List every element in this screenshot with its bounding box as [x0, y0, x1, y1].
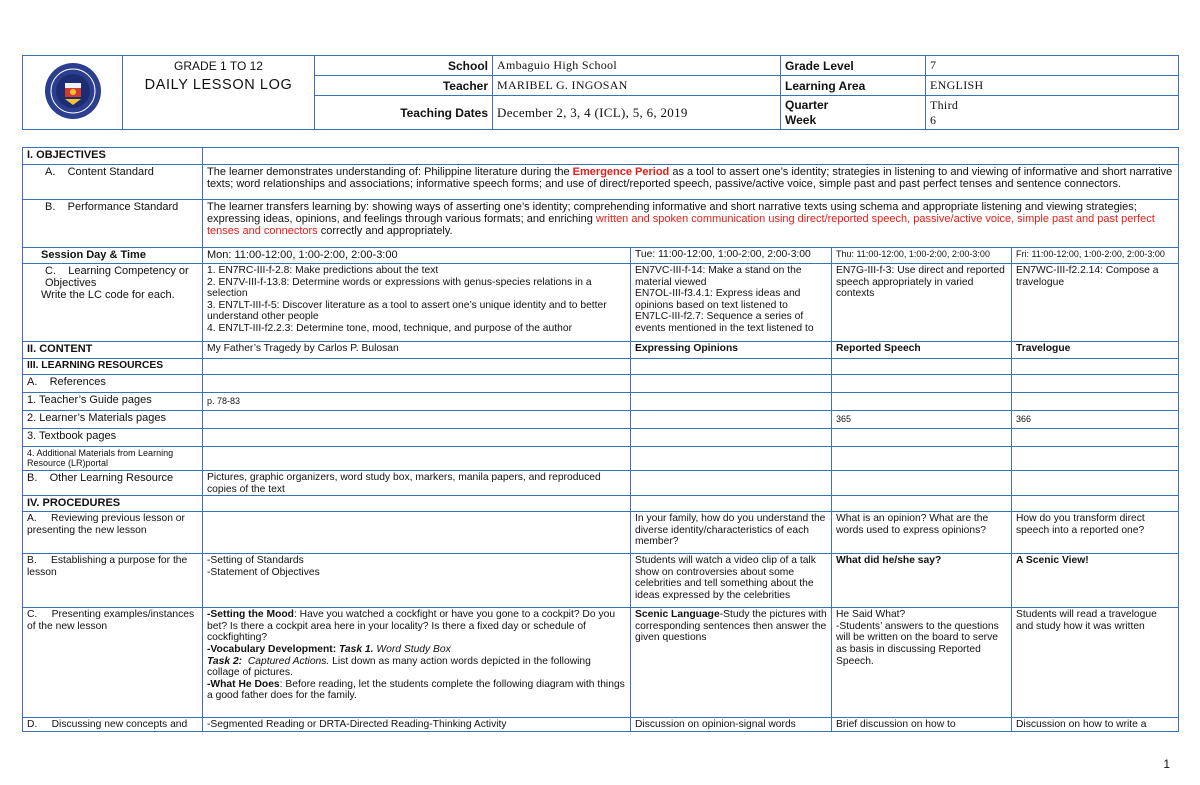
scenic-language-title: Scenic Language	[635, 609, 720, 621]
competency-mon-item: 2. EN7V-III-f-13.8: Determine words or expressions with genus-species relations in a selection	[207, 276, 592, 300]
procedure-d-fri: Discussion on how to write a	[1012, 718, 1179, 732]
quarter-week-labels	[781, 96, 926, 130]
empty-cell	[203, 375, 631, 393]
empty-cell	[203, 411, 631, 429]
empty-cell	[203, 496, 631, 512]
session-label: Session Day & Time	[23, 248, 203, 264]
empty-cell	[631, 471, 832, 496]
procedure-d-mon: -Segmented Reading or DRTA-Directed Reading-Thinking Activity	[203, 718, 631, 732]
other-resource-mon: Pictures, graphic organizers, word study box, markers, manila papers, and reproduced copies of the text	[203, 471, 631, 496]
performance-standard-part1: The learner transfers learning by: showing ways of asserting one’s identity; comprehending informative and short narrative texts using schema and appropriate listening and viewing strategies; expressing ideas, opinions, and feelings through various formats; and enriching	[207, 201, 1137, 225]
teacher-label: Teacher	[315, 76, 493, 96]
week-label: Week	[785, 112, 817, 127]
empty-cell	[203, 512, 631, 554]
what-he-does-text: : Before reading, let the students complete the following diagram with things a good father does for the family.	[207, 678, 625, 702]
task2-text: List down as many action words depicted in the following collage of pictures.	[207, 655, 591, 679]
competency-tue	[631, 264, 832, 342]
setting-the-mood-text: : Have you watched a cockfight or have you gone to a cockpit? Do you bet? Is there a cockpit area here in your locality? Is there a fixed day or schedule of cockfighting?	[207, 609, 616, 644]
empty-cell	[1012, 471, 1179, 496]
empty-cell	[203, 359, 631, 375]
teachers-guide-row	[23, 393, 1179, 411]
content-mon: My Father’s Tragedy by Carlos P. Bulosan	[203, 342, 631, 359]
log-title: DAILY LESSON LOG	[123, 76, 315, 130]
learning-area-label: Learning Area	[781, 76, 926, 96]
procedure-c-fri: Students will read a travelogue and study how it was written	[1012, 608, 1179, 718]
content-thu: Reported Speech	[832, 342, 1012, 359]
school-value: Ambaguio High School	[493, 56, 781, 76]
procedure-b-mon	[203, 554, 631, 608]
procedure-c-tue	[631, 608, 832, 718]
empty-cell	[832, 359, 1012, 375]
quarter-value: Third	[930, 97, 959, 112]
session-tue: Tue: 11:00-12:00, 1:00-2:00, 2:00-3:00	[631, 248, 832, 264]
content-standard-text	[203, 165, 1179, 200]
empty-cell	[631, 393, 832, 411]
emergence-period: Emergence Period	[572, 166, 670, 178]
other-resource-label: B. Other Learning Resource	[23, 471, 203, 496]
empty-cell	[1012, 393, 1179, 411]
task2	[207, 656, 626, 679]
procedures-heading-row	[23, 496, 1179, 512]
competency-mon-item: 1. EN7RC-III-f-2.8: Make predictions about the text	[207, 265, 439, 276]
learners-materials-label: 2. Learner’s Materials pages	[23, 411, 203, 429]
vocabulary-development	[207, 644, 626, 656]
learners-materials-fri: 366	[1012, 411, 1179, 429]
procedure-c-thu: He Said What? -Students’ answers to the questions will be written on the board to serve as basis in discussing Reported Speech.	[832, 608, 1012, 718]
textbook-label: 3. Textbook pages	[23, 429, 203, 447]
empty-cell	[832, 375, 1012, 393]
procedure-d-label: D. Discussing new concepts and	[23, 718, 203, 732]
setting-the-mood	[207, 609, 626, 644]
logo-cell	[23, 56, 123, 130]
learners-materials-thu: 365	[832, 411, 1012, 429]
empty-cell	[203, 429, 631, 447]
content-standard-part2: as a tool to assert one’s identity; strategies in listening to and viewing of informative and short narrative texts; word relationships and associations; informative speech forms; and use of direct/reported speech, passive/active voice, simple past and past perfect tenses and sentence connectors.	[207, 166, 1173, 190]
content-standard-row	[23, 165, 1179, 200]
empty-cell	[832, 471, 1012, 496]
competency-mon	[203, 264, 631, 342]
empty-cell	[832, 393, 1012, 411]
procedures-heading: IV. PROCEDURES	[23, 496, 203, 512]
grade-level-label: Grade Level	[781, 56, 926, 76]
performance-standard-part2: correctly and appropriately.	[317, 225, 453, 237]
session-row	[23, 248, 1179, 264]
content-standard-part1: The learner demonstrates understanding of: Philippine literature during the	[207, 166, 573, 178]
content-row	[23, 342, 1179, 359]
competency-thu: EN7G-III-f-3: Use direct and reported speech appropriately in varied contexts	[832, 264, 1012, 342]
procedure-d-tue: Discussion on opinion-signal words	[631, 718, 832, 732]
what-he-does	[207, 679, 626, 702]
empty-cell	[1012, 496, 1179, 512]
vocabulary-title: -Vocabulary Development:	[207, 643, 339, 655]
additional-materials-row	[23, 447, 1179, 471]
content-tue: Expressing Opinions	[631, 342, 832, 359]
scenic-language-text: -Study the pictures with corresponding sentences then answer the given questions	[635, 609, 827, 644]
quarter-week-values	[926, 96, 1179, 130]
competency-label-cell	[23, 264, 203, 342]
empty-cell	[631, 375, 832, 393]
performance-standard-row	[23, 200, 1179, 248]
competency-mon-item: 3. EN7LT-III-f-5: Discover literature as a tool to assert one’s unique identity and to better understand other people	[207, 299, 607, 323]
competency-row	[23, 264, 1179, 342]
empty-cell	[1012, 447, 1179, 471]
week-value: 6	[930, 112, 937, 127]
procedure-c-mon	[203, 608, 631, 718]
empty-cell	[631, 447, 832, 471]
empty-cell	[1012, 429, 1179, 447]
task1-label: Task 1.	[338, 643, 374, 655]
empty-cell	[631, 429, 832, 447]
objectives-heading: I. OBJECTIVES	[23, 148, 203, 165]
procedure-c-row	[23, 608, 1179, 718]
resources-heading-row	[23, 359, 1179, 375]
dates-label: Teaching Dates	[315, 96, 493, 130]
competency-tue-item: EN7VC-III-f-14: Make a stand on the material viewed	[635, 265, 802, 288]
procedure-b-tue: Students will watch a video clip of a talk show on controversies about some celebrities and tell something about the ideas expressed by the celebrities	[631, 554, 832, 608]
references-row	[23, 375, 1179, 393]
empty-cell	[203, 447, 631, 471]
task1-text: Word Study Box	[373, 643, 451, 655]
performance-standard-text	[203, 200, 1179, 248]
header-table	[22, 55, 1179, 130]
setting-the-mood-title: -Setting the Mood	[207, 609, 294, 621]
session-thu: Thu: 11:00-12:00, 1:00-2:00, 2:00-3:00	[832, 248, 1012, 264]
empty-cell	[1012, 375, 1179, 393]
teachers-guide-mon: p. 78-83	[203, 393, 631, 411]
content-standard-label: A. Content Standard	[23, 165, 203, 200]
task2-label: Task 2:	[207, 655, 243, 667]
procedure-d-thu: Brief discussion on how to	[832, 718, 1012, 732]
procedure-a-row	[23, 512, 1179, 554]
procedure-a-label: A. Reviewing previous lesson or presenting the new lesson	[23, 512, 203, 554]
procedure-b-label: B. Establishing a purpose for the lesson	[23, 554, 203, 608]
performance-standard-red: written and spoken communication using direct/reported speech, passive/active voice, simple past and past perfect tenses and connectors	[207, 213, 1155, 237]
teacher-value: MARIBEL G. INGOSAN	[493, 76, 781, 96]
task2-title: Captured Actions.	[242, 655, 330, 667]
lesson-log-table	[22, 147, 1179, 732]
quarter-label: Quarter	[785, 97, 829, 112]
empty-cell	[1012, 359, 1179, 375]
competency-fri: EN7WC-III-f2.2.14: Compose a travelogue	[1012, 264, 1179, 342]
procedure-c-label: C. Presenting examples/instances of the new lesson	[23, 608, 203, 718]
references-label: A. References	[23, 375, 203, 393]
session-fri: Fri: 11:00-12:00, 1:00-2:00, 2:00-3:00	[1012, 248, 1179, 264]
deped-seal-icon	[43, 61, 103, 121]
resources-heading: III. LEARNING RESOURCES	[23, 359, 203, 375]
empty-cell	[631, 359, 832, 375]
procedure-b-mon-line: -Statement of Objectives	[207, 566, 320, 578]
dates-value: December 2, 3, 4 (ICL), 5, 6, 2019	[493, 96, 781, 130]
procedure-d-row	[23, 718, 1179, 732]
competency-tue-item: EN7OL-III-f3.4.1: Express ideas and opinions based on text listened to	[635, 288, 801, 311]
content-fri: Travelogue	[1012, 342, 1179, 359]
procedure-b-thu: What did he/she say?	[832, 554, 1012, 608]
objectives-heading-row	[23, 148, 1179, 165]
empty-cell	[631, 496, 832, 512]
competency-note: Write the LC code for each.	[41, 289, 175, 301]
teachers-guide-label: 1. Teacher’s Guide pages	[23, 393, 203, 411]
empty-cell	[832, 429, 1012, 447]
other-resource-row	[23, 471, 1179, 496]
competency-tue-item: EN7LC-III-f2.7: Sequence a series of events mentioned in the text listened to	[635, 311, 814, 334]
learners-materials-row	[23, 411, 1179, 429]
additional-materials-label: 4. Additional Materials from Learning Resource (LR)portal	[23, 447, 203, 471]
performance-standard-label: B. Performance Standard	[23, 200, 203, 248]
session-mon: Mon: 11:00-12:00, 1:00-2:00, 2:00-3:00	[203, 248, 631, 264]
grade-level-value: 7	[926, 56, 1179, 76]
competency-mon-item: 4. EN7LT-III-f2.2.3: Determine tone, mood, technique, and purpose of the author	[207, 322, 572, 334]
empty-cell	[832, 496, 1012, 512]
empty-cell	[832, 447, 1012, 471]
learning-area-value: ENGLISH	[926, 76, 1179, 96]
procedure-a-tue: In your family, how do you understand the diverse identity/characteristics of each member?	[631, 512, 832, 554]
empty-cell	[631, 411, 832, 429]
what-he-does-title: -What He Does	[207, 678, 280, 690]
content-heading: II. CONTENT	[23, 342, 203, 359]
procedure-a-thu: What is an opinion? What are the words used to express opinions?	[832, 512, 1012, 554]
empty-cell	[203, 148, 1179, 165]
competency-label: C. Learning Competency or Objectives	[45, 265, 189, 289]
procedure-b-fri: A Scenic View!	[1012, 554, 1179, 608]
grade-range: GRADE 1 TO 12	[123, 56, 315, 76]
procedure-b-mon-line: -Setting of Standards	[207, 555, 304, 567]
page-number: 1	[1163, 757, 1170, 771]
procedure-a-fri: How do you transform direct speech into a reported one?	[1012, 512, 1179, 554]
procedure-b-row	[23, 554, 1179, 608]
school-label: School	[315, 56, 493, 76]
textbook-row	[23, 429, 1179, 447]
